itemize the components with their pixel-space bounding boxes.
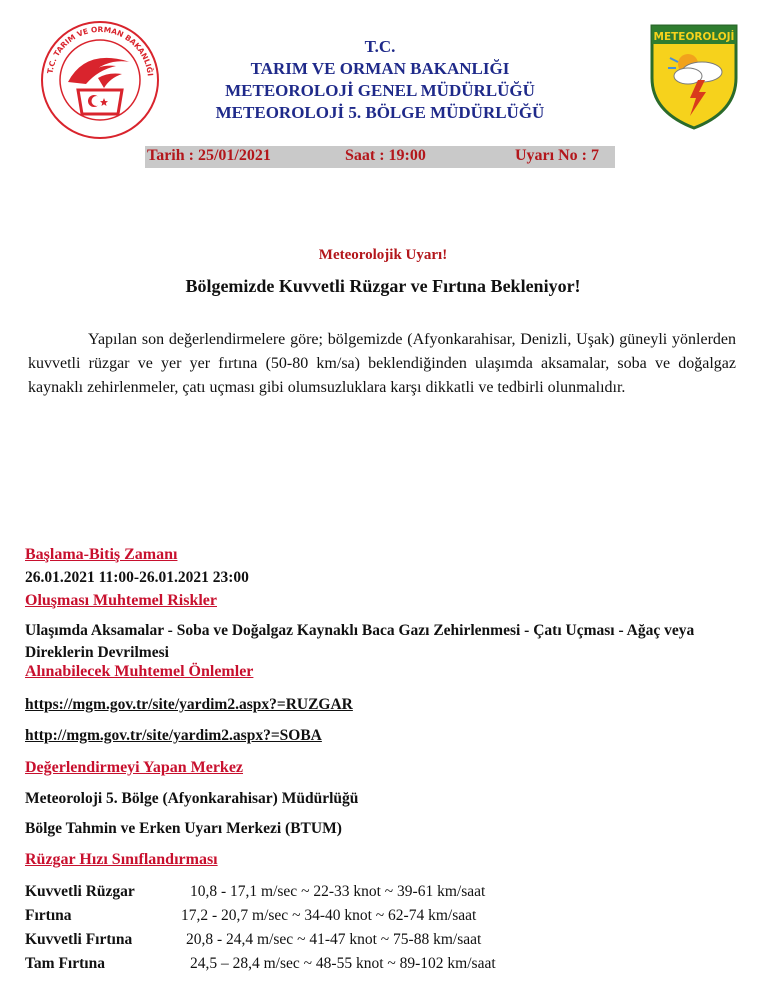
header-line-ministry: TARIM VE ORMAN BAKANLIĞI: [250, 59, 510, 78]
svg-text:T.C. TARIM VE ORMAN BAKANLIĞI: T.C. TARIM VE ORMAN BAKANLIĞI: [45, 24, 155, 77]
warning-title: Bölgemizde Kuvvetli Rüzgar ve Fırtına Bekleniyor!: [185, 276, 581, 296]
warning-label: Meteorolojik Uyarı!: [318, 247, 448, 263]
time-value: Saat : 19:00: [345, 147, 426, 164]
svg-text:METEOROLOJİ: METEOROLOJİ: [653, 31, 735, 43]
time-value-range: 26.01.2021 11:00-26.01.2021 23:00: [25, 569, 249, 586]
date-value: Tarih : 25/01/2021: [147, 147, 271, 164]
time-heading: Başlama-Bitiş Zamanı: [25, 546, 178, 563]
wind-class-range: 10,8 - 17,1 m/sec ~ 22-33 knot ~ 39-61 km/saat: [190, 883, 486, 900]
center-heading: Değerlendirmeyi Yapan Merkez: [25, 759, 244, 776]
wind-class-range: 24,5 – 28,4 m/sec ~ 48-55 knot ~ 89-102 km/saat: [190, 955, 496, 972]
ministry-logo: [38, 18, 162, 142]
header-line-regional: METEOROLOJİ 5. BÖLGE MÜDÜRLÜĞÜ: [215, 103, 545, 122]
center-line-btum: Bölge Tahmin ve Erken Uyarı Merkezi (BTUM): [25, 820, 342, 837]
meteoroloji-logo: [648, 22, 740, 130]
risks-heading: Oluşması Muhtemel Riskler: [25, 592, 217, 609]
wind-help-link[interactable]: https://mgm.gov.tr/site/yardim2.aspx?=RUZGAR: [25, 696, 353, 713]
header-title-block: [160, 36, 600, 124]
wind-class-range: 17,2 - 20,7 m/sec ~ 34-40 knot ~ 62-74 km/saat: [181, 907, 477, 924]
header-line-directorate: METEOROLOJİ GENEL MÜDÜRLÜĞÜ: [225, 81, 535, 100]
center-line-directorate: Meteoroloji 5. Bölge (Afyonkarahisar) Müdürlüğü: [25, 790, 359, 807]
header-line-tc: T.C.: [364, 37, 396, 56]
wind-class-name: Kuvvetli Fırtına: [25, 931, 133, 948]
wind-class-heading: Rüzgar Hızı Sınıflandırması: [25, 851, 218, 868]
wind-class-name: Fırtına: [25, 907, 72, 924]
warning-number: Uyarı No : 7: [515, 147, 599, 164]
stove-help-link[interactable]: http://mgm.gov.tr/site/yardim2.aspx?=SOBA: [25, 727, 322, 744]
measures-heading: Alınabilecek Muhtemel Önlemler: [25, 663, 254, 680]
date-info-bar: [145, 146, 615, 168]
wind-class-name: Kuvvetli Rüzgar: [25, 883, 135, 900]
risks-text: Ulaşımda Aksamalar - Soba ve Doğalgaz Kaynaklı Baca Gazı Zehirlenmesi - Çatı Uçması - Ağaç veya Direklerin Devrilmesi: [25, 622, 695, 661]
wind-class-range: 20,8 - 24,4 m/sec ~ 41-47 knot ~ 75-88 km/saat: [186, 931, 482, 948]
warning-body-paragraph: Yapılan son değerlendirmelere göre; bölgemizde (Afyonkarahisar, Denizli, Uşak) güneyli yönlerden kuvvetli rüzgar ve yer yer fırtına (50-80 km/sa) beklendiğinden ulaşımda aksamalar, soba ve doğalgaz kaynaklı zehirlenmeler, çatı uçması gibi olumsuzluklara karşı dikkatli ve tedbirli olunmalıdır.: [28, 331, 736, 396]
wind-class-name: Tam Fırtına: [25, 955, 105, 972]
